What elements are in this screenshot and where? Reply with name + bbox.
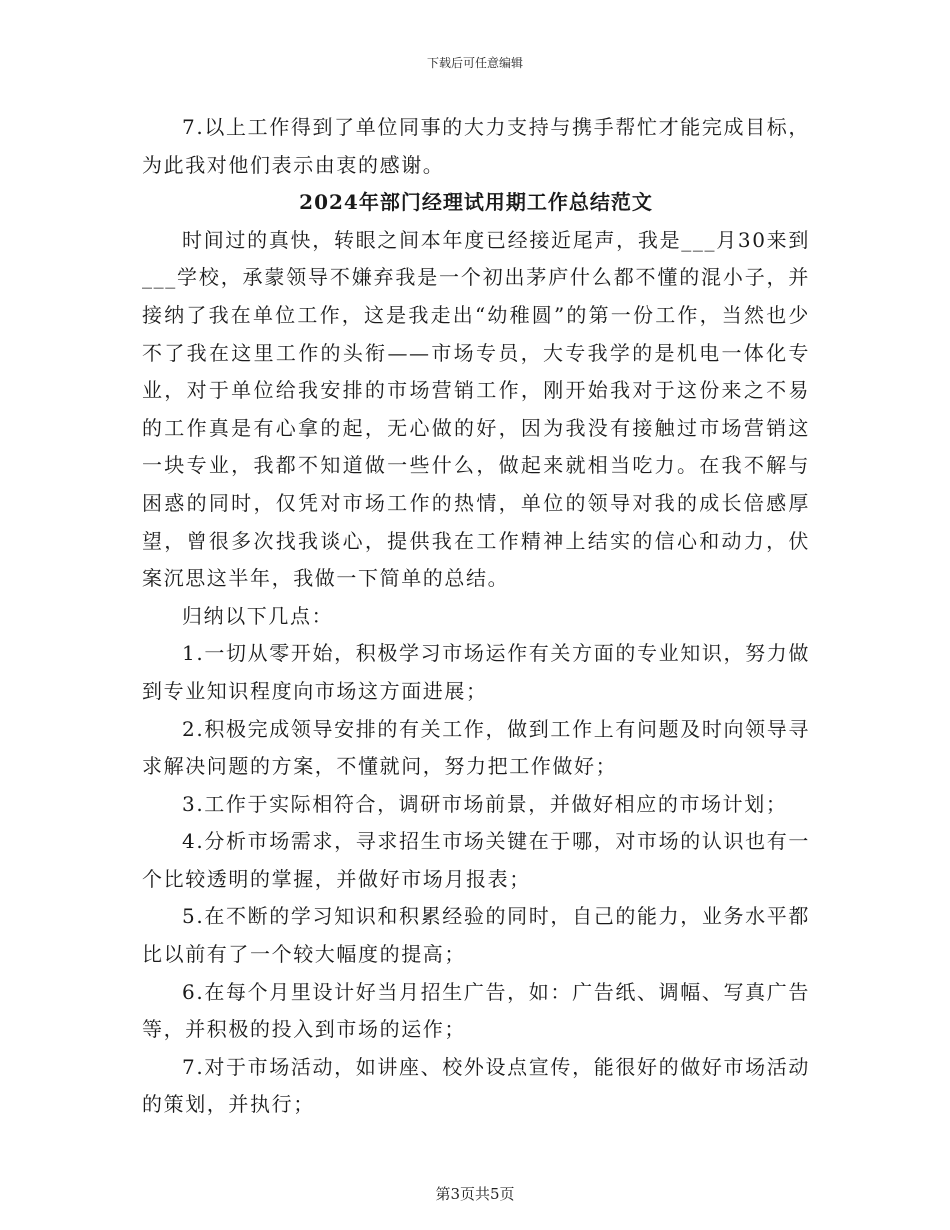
list-item-3: 3.工作于实际相符合，调研市场前景，并做好相应的市场计划；: [182, 791, 788, 816]
list-item-7: 7.对于市场活动，如讲座、校外设点宣传，能很好的做好市场活动的策划，并执行；: [142, 1054, 810, 1117]
list-item-1: 1.一切从零开始，积极学习市场运作有关方面的专业知识，努力做到专业知识程度向市场这方面进展；: [142, 641, 810, 703]
list-item-4: 4.分析市场需求，寻求招生市场关键在于哪，对市场的认识也有一个比较透明的掌握，并做好市场月报表；: [142, 829, 810, 891]
page-footer: 第3页共5页: [435, 1185, 515, 1203]
page-header: 下载后可任意编辑: [426, 56, 523, 70]
list-item-2: 2.积极完成领导安排的有关工作，做到工作上有问题及时向领导寻求解决问题的方案，不懂就问，努力把工作做好；: [142, 716, 810, 779]
list-item-6: 6.在每个月里设计好当月招生广告，如：广告纸、调幅、写真广告等，并积极的投入到市场的运作；: [142, 979, 810, 1042]
list-item-5: 5.在不断的学习知识和积累经验的同时，自己的能力，业务水平都比以前有了一个较大幅度的提高；: [142, 904, 810, 967]
paragraph-opening: 时间过的真快，转眼之间本年度已经接近尾声，我是___月30来到___学校，承蒙领导不嫌弃我是一个初出茅庐什么都不懂的混小子，并接纳了我在单位工作，这是我走出“幼稚圆”的第一份工作，当然也少不了我在这里工作的头衔——市场专员，大专我学的是机电一体化专业，对于单位给我安排的市场营销工作，刚开始我对于这份来之不易的工作真是有心拿的起，无心做的好，因为我没有接触过市场营销这一块专业，我都不知道做一些什么，做起来就相当吃力。在我不解与困惑的同时，仅凭对市场工作的热情，单位的领导对我的成长倍感厚望，曾很多次找我谈心，提供我在工作精神上结实的信心和动力，伏案沉思这半年，我做一下简单的总结。: [142, 227, 810, 591]
document-body: [142, 109, 810, 1124]
document-title: 2024年部门经理试用期工作总结范文: [299, 190, 653, 215]
intro-paragraph: 7.以上工作得到了单位同事的大力支持与携手帮忙才能完成目标，为此我对他们表示由衷的感谢。: [142, 115, 810, 177]
paragraph-summary-lead: 归纳以下几点：: [182, 603, 334, 628]
